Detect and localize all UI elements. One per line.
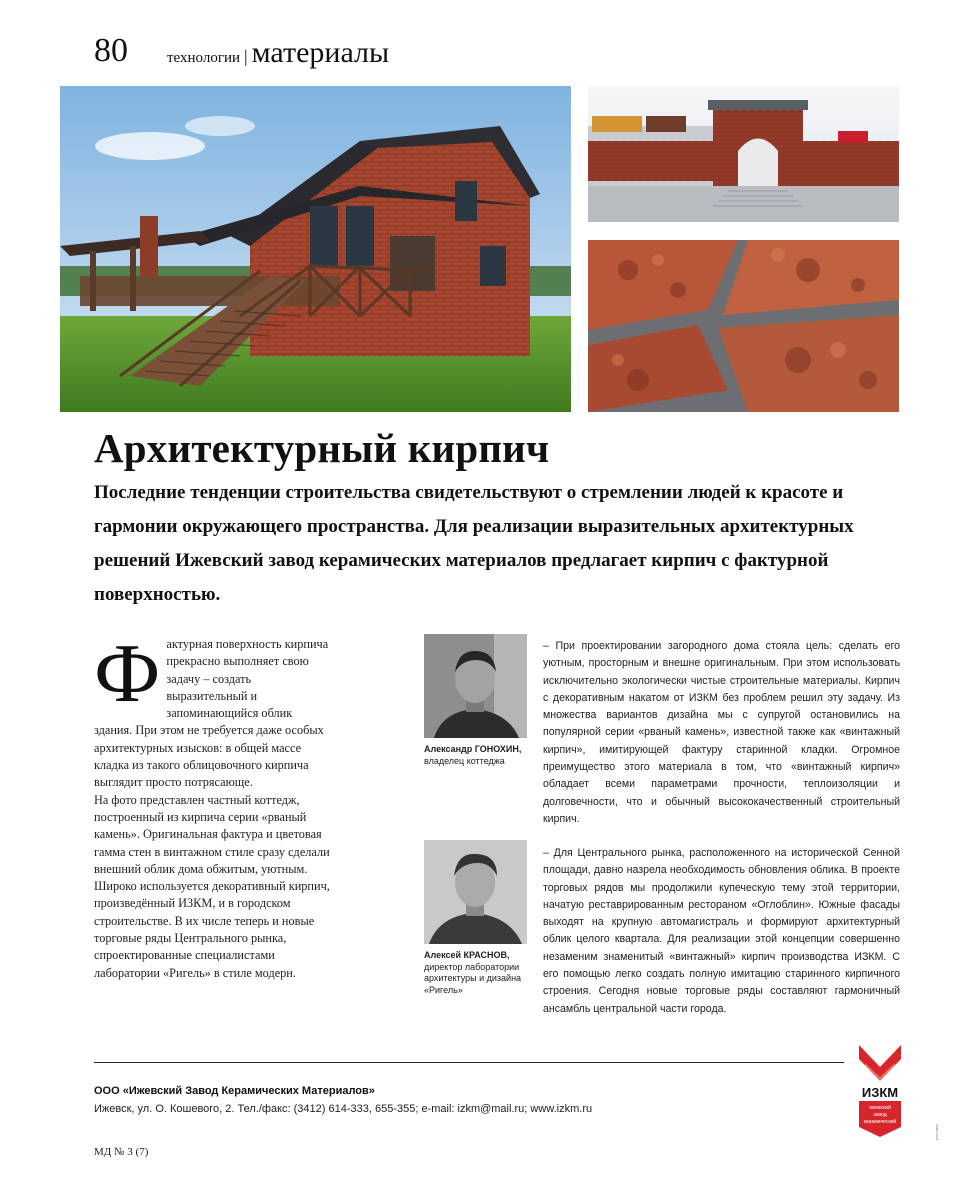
quote-gonokhin — [543, 638, 900, 828]
izkm-logo-icon — [859, 1045, 901, 1137]
issue-label: МД № 3 (7) — [94, 1146, 149, 1158]
footer-contacts: Ижевск, ул. О. Кошевого, 2. Тел./факс: (3412) 614-333, 655-355; e-mail: izkm@mail.ru; www.izkm.ru — [94, 1103, 593, 1115]
quote-text: – Для Центрального рынка, расположенного на исторической Сенной площади, давно назрела необходимость обновления облика. В проекте торговых рядов мы продолжили купеческую тему этой территории, начатую реставрированным рестораном «Оглоблин». Южные фасады выходят на крупную автомагистраль и формируют архитектурный облик целого квартала. Для реализации этой концепции совершенно незаменим знаменитый «винтажный» кирпич производства ИЗКМ. С его помощью легко создать полную имитацию старинного кирпичного строения. Сегодня новые торговые ряды составляют гармоничный ансамбль центральной части города. — [543, 847, 900, 1015]
section-kicker: технологии — [167, 50, 241, 66]
portrait-gonokhin — [424, 634, 527, 738]
body-paragraph-1: актурная поверхность кирпича прекрасно выполняет свою задачу – создать выразительный и запоминающийся облик здания. При этом не требуется даже особых архитектурных изысков: в общей массе кладка из такого облицовочного кирпича выглядит просто потрясающе. — [94, 637, 329, 790]
caption-gonokhin — [424, 744, 536, 767]
logo-tagline-2: завод — [873, 1112, 887, 1118]
article-body — [94, 627, 331, 982]
section-label — [167, 36, 389, 70]
portrait-krasnov — [424, 840, 527, 944]
page-number: 80 — [94, 32, 128, 69]
footer-company: ООО «Ижевский Завод Керамических Материалов» — [94, 1085, 375, 1097]
footer-divider — [94, 1062, 844, 1063]
quote-author-role: директор лаборатории архитектуры и дизайна «Ригель» — [424, 961, 522, 995]
logo-tagline-3: керамический — [863, 1119, 897, 1125]
logo-tagline-1: ижевский — [869, 1105, 891, 1111]
section-rubric: материалы — [251, 36, 390, 69]
quote-author-name: Александр ГОНОХИН, — [424, 744, 522, 754]
photo-brick-texture — [588, 240, 899, 412]
article-title: Архитектурный кирпич — [94, 425, 550, 471]
photo-central-market — [588, 86, 899, 222]
body-paragraph-2: На фото представлен частный коттедж, построенный из кирпича серии «рваный камень». Оригинальная фактура и цветовая гамма стен в винтажном стиле сразу сделали внешний облик дома обжитым, уютным. Широко используется декоративный кирпич, произведённый ИЗКМ, и в городском строительстве. В их числе теперь и новые торговые ряды Центрального рынка, спроектированные специалистами лаборатории «Ригель» в стиле модерн. — [94, 792, 330, 980]
quote-text: – При проектировании загородного дома стояла цель: сделать его уютным, просторным и внешне оригинальным. При этом использовать исключительно экологически чистые строительные материалы. Кирпич с декоративным накатом от ИЗКМ без проблем решил эту задачу. Из множества вариантов дизайна мы с супругой остановились на популярной серии «рваный камень», известной также как «винтажный кирпич», имитирующей фактуру старинной кладки. Огромное преимущество этого материала в том, что «винтажный кирпич» обладает всеми параметрами прочности, теплоизоляции и долговечности, что и обычный высококачественный строительный кирпич. — [543, 640, 900, 825]
drop-cap: Ф — [94, 627, 161, 720]
logo-wordmark: ИЗКМ — [861, 1085, 899, 1100]
quote-krasnov — [543, 845, 900, 1018]
section-separator: | — [244, 46, 248, 66]
advertising-mark: реклама — [934, 1124, 939, 1140]
photo-brick-cottage — [60, 86, 571, 412]
quote-author-name: Алексей КРАСНОВ, — [424, 950, 510, 960]
article-lead: Последние тенденции строительства свидетельствуют о стремлении людей к красоте и гармонии окружающего пространства. Для реализации выразительных архитектурных решений Ижевский завод керамических материалов предлагает кирпич с фактурной поверхностью. — [94, 482, 854, 605]
caption-krasnov — [424, 950, 536, 996]
quote-author-role: владелец коттеджа — [424, 755, 505, 766]
